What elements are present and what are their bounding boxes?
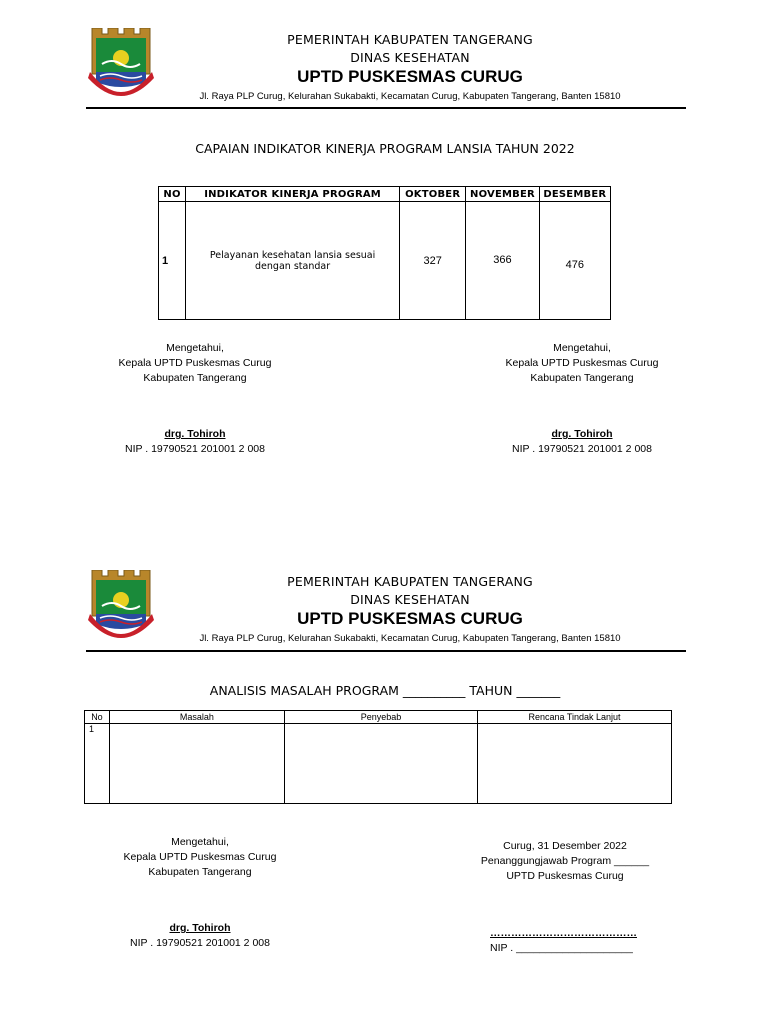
col2-header-masalah: Masalah (109, 711, 284, 724)
cell2-rtl (477, 724, 671, 804)
sig-right-line3: Kabupaten Tangerang (530, 372, 634, 384)
sig2-left-line1: Mengetahui, (171, 836, 229, 848)
header2-line-1: PEMERINTAH KABUPATEN TANGERANG (287, 574, 533, 589)
sig2-right-nip: NIP . ____________________ (490, 942, 633, 954)
cell-november: 366 (466, 202, 539, 320)
cell-desember: 476 (539, 202, 610, 320)
sig-left-name: drg. Tohiroh (164, 428, 226, 440)
sig-right-nip: NIP . 19790521 201001 2 008 (512, 443, 652, 455)
sig-left-line3: Kabupaten Tangerang (143, 372, 247, 384)
sig2-right-line3: UPTD Puskesmas Curug (506, 870, 624, 882)
signature-block-left (100, 341, 290, 386)
sig2-left-line2: Kepala UPTD Puskesmas Curug (123, 851, 277, 863)
cell-no: 1 (159, 202, 186, 320)
header2-address: Jl. Raya PLP Curug, Kelurahan Sukabakti, Kecamatan Curug, Kabupaten Tangerang, Banten 15810 (199, 633, 621, 644)
header-line-3: UPTD PUSKESMAS CURUG (297, 67, 523, 86)
col-header-no: NO (159, 187, 186, 202)
col2-header-rtl: Rencana Tindak Lanjut (477, 711, 671, 724)
col2-header-no: No (85, 711, 110, 724)
signature2-block-right (460, 839, 670, 884)
sig2-right-name: …………………………………… (490, 927, 637, 939)
problem-analysis-table (84, 710, 672, 804)
logo-kabupaten-tangerang (88, 28, 154, 108)
sig2-right-line1: Curug, 31 Desember 2022 (503, 840, 627, 852)
signature2-block-left (105, 835, 295, 880)
header2-line-3: UPTD PUSKESMAS CURUG (297, 609, 523, 628)
header2-divider (86, 650, 686, 652)
section2-title: ANALISIS MASALAH PROGRAM __________ TAHUN _______ (209, 683, 561, 698)
indicator-table (158, 186, 611, 320)
col-header-indicator: INDIKATOR KINERJA PROGRAM (186, 187, 400, 202)
cell2-masalah (109, 724, 284, 804)
sig-right-line1: Mengetahui, (553, 342, 611, 354)
sig-right-name: drg. Tohiroh (551, 428, 613, 440)
table-header-row (159, 187, 611, 202)
sig-left-line2: Kepala UPTD Puskesmas Curug (118, 357, 272, 369)
sig-left-nip: NIP . 19790521 201001 2 008 (125, 443, 265, 455)
sig2-right-line2: Penanggungjawab Program ______ (480, 855, 650, 867)
cell-indicator: Pelayanan kesehatan lansia sesuai dengan standar (186, 202, 400, 320)
sig2-left-name: drg. Tohiroh (169, 922, 231, 934)
logo-kabupaten-tangerang-2 (88, 570, 154, 650)
header2-line-2: DINAS KESEHATAN (350, 592, 470, 607)
col-header-desember: DESEMBER (539, 187, 610, 202)
col-header-oktober: OKTOBER (400, 187, 466, 202)
col2-header-penyebab: Penyebab (284, 711, 477, 724)
header-address: Jl. Raya PLP Curug, Kelurahan Sukabakti, Kecamatan Curug, Kabupaten Tangerang, Banten 15810 (199, 91, 621, 102)
cell2-penyebab (284, 724, 477, 804)
table2-header-row (85, 711, 672, 724)
table-row (159, 202, 611, 320)
signature-block-right (487, 341, 677, 386)
col-header-november: NOVEMBER (466, 187, 539, 202)
sig2-left-nip: NIP . 19790521 201001 2 008 (130, 937, 270, 949)
section1-title: CAPAIAN INDIKATOR KINERJA PROGRAM LANSIA TAHUN 2022 (195, 141, 575, 156)
header-line-1: PEMERINTAH KABUPATEN TANGERANG (287, 32, 533, 47)
sig2-left-line3: Kabupaten Tangerang (148, 866, 252, 878)
sig-right-line2: Kepala UPTD Puskesmas Curug (505, 357, 659, 369)
cell-oktober: 327 (400, 202, 466, 320)
table-row (85, 724, 672, 804)
header-line-2: DINAS KESEHATAN (350, 50, 470, 65)
sig-left-line1: Mengetahui, (166, 342, 224, 354)
cell2-no: 1 (85, 724, 110, 804)
header-divider (86, 107, 686, 109)
